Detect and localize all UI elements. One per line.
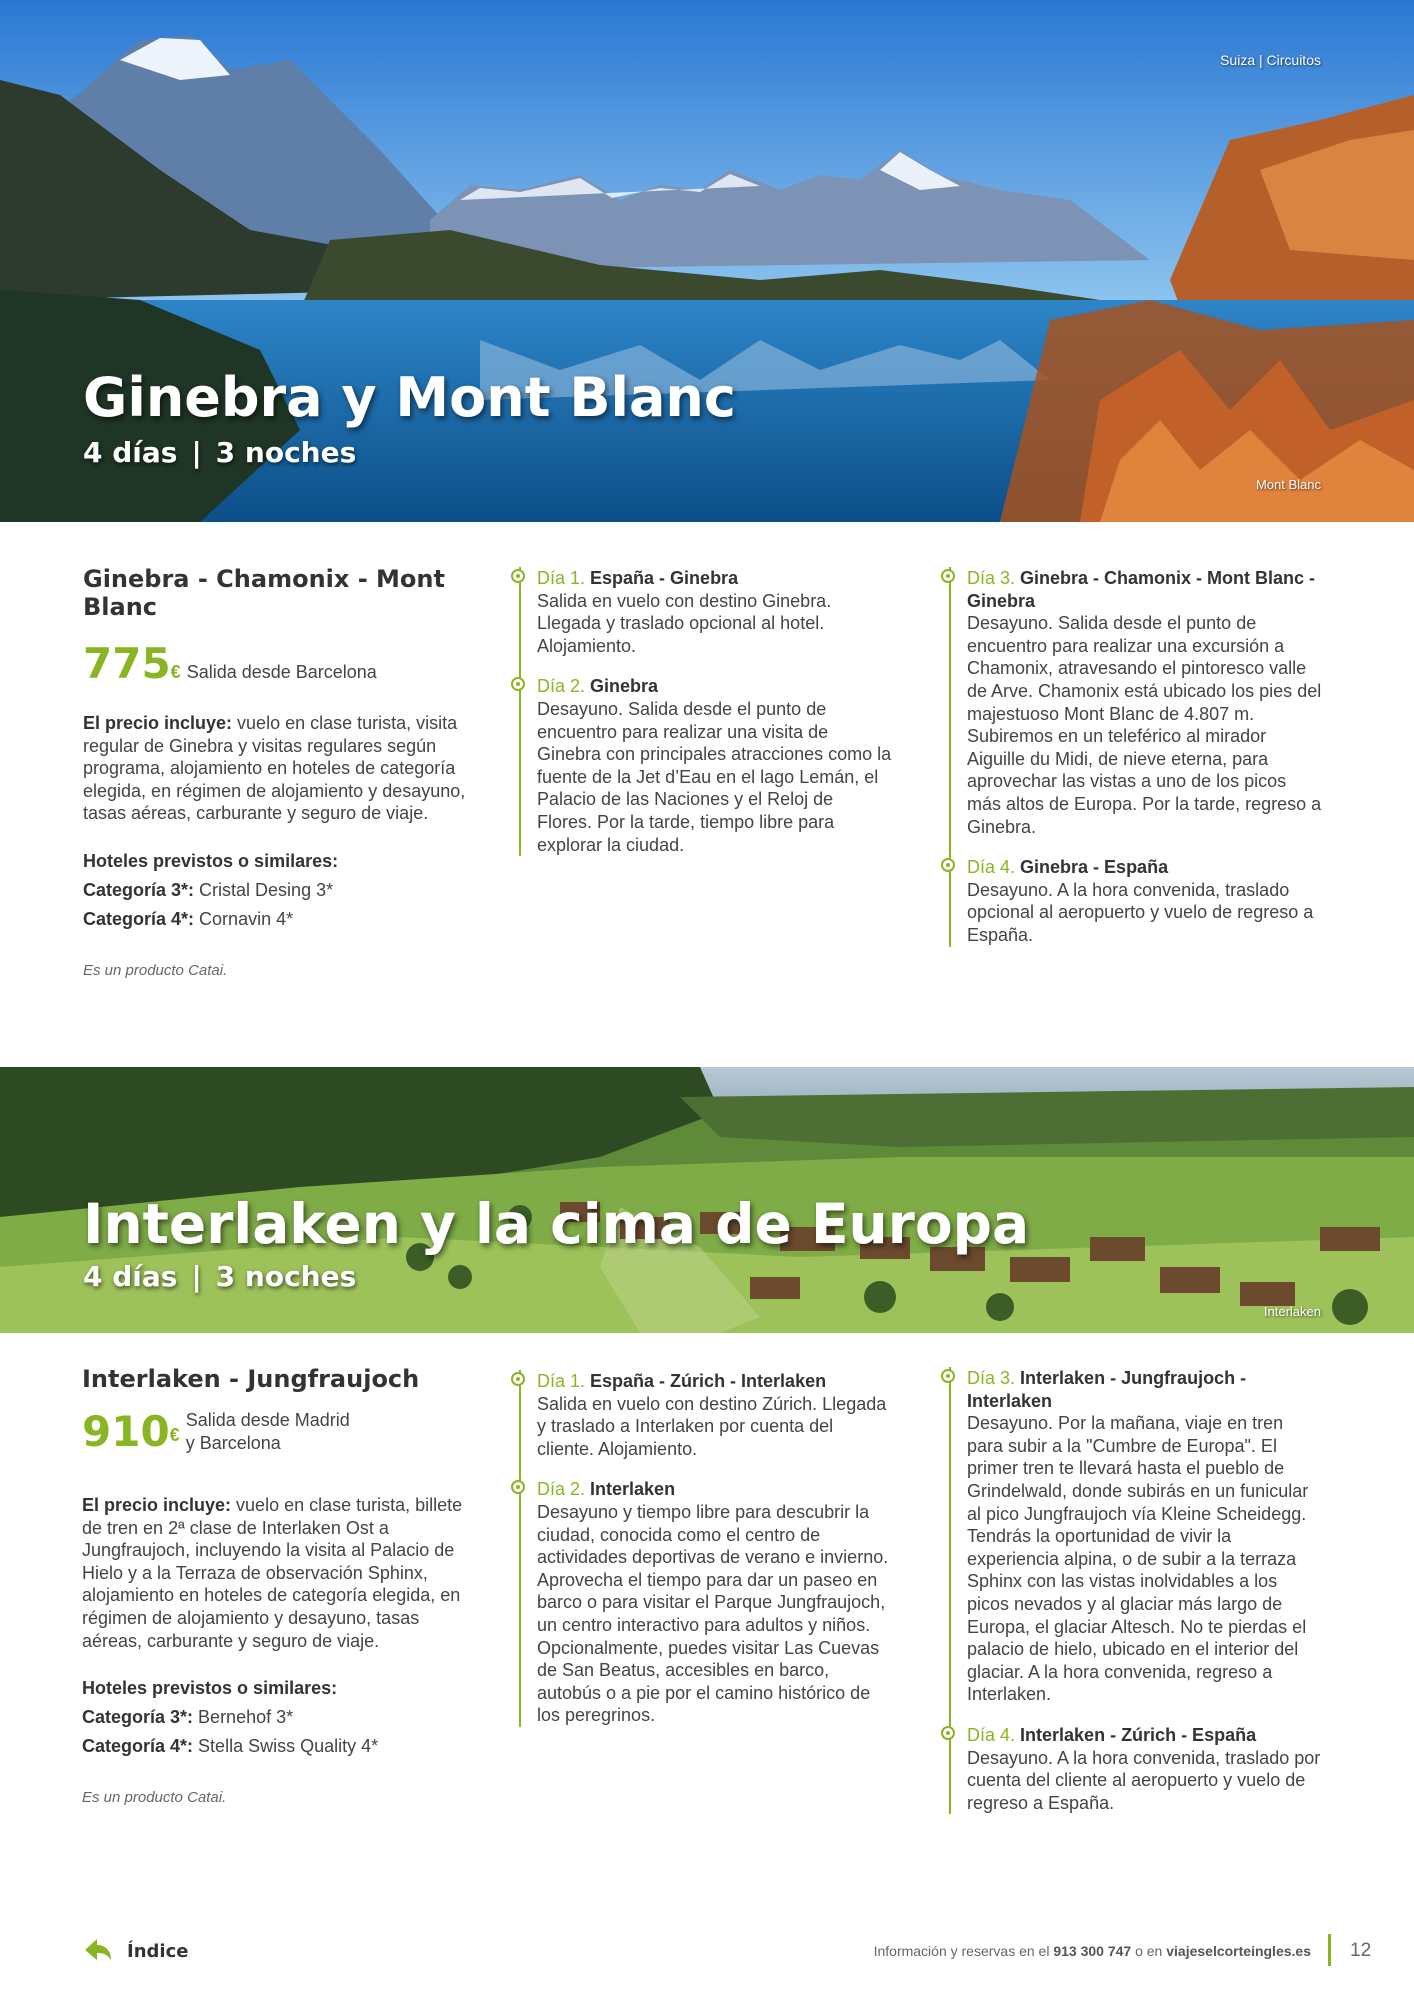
day-description: Salida en vuelo con destino Ginebra. Llegada y traslado opcional al hotel. Alojamiento. <box>537 590 832 656</box>
hotel-row <box>82 1703 477 1732</box>
timeline-bullet-icon <box>511 1372 525 1386</box>
includes-text: vuelo en clase turista, visita regular de Ginebra y visitas regulares según programa, alojamiento en hoteles de categoría elegida, en régimen de alojamiento y desayuno, tasas aéreas, carburante y seguro de viaje. <box>83 713 466 824</box>
day-title: Interlaken - Jungfraujoch - Interlaken <box>967 1368 1247 1411</box>
itinerary-day <box>951 1367 1323 1706</box>
hotel-category: Categoría 3*: <box>83 879 195 900</box>
price-value: 775 <box>83 639 171 688</box>
day-heading <box>967 1367 1323 1412</box>
includes-label: El precio incluye: <box>82 1495 232 1515</box>
day-title: Ginebra - España <box>1015 857 1169 878</box>
hotel-category: Categoría 4*: <box>83 908 195 929</box>
hotel-category: Categoría 3*: <box>82 1707 194 1728</box>
catai-note: Es un producto Catai. <box>83 961 228 979</box>
website-link[interactable]: viajeselcorteingles.es <box>1166 1943 1311 1959</box>
page-number: 12 <box>1350 1940 1372 1961</box>
day-heading <box>537 675 893 698</box>
price-currency: € <box>170 662 181 682</box>
itinerary-day <box>521 675 893 856</box>
price-includes <box>83 712 478 825</box>
timeline-bullet-icon <box>511 1480 525 1494</box>
day-heading <box>537 567 893 590</box>
hotel-row <box>83 905 478 934</box>
duration-interlaken <box>83 1260 356 1293</box>
hotel-name: Cornavin 4* <box>194 908 294 929</box>
day-number: Día 2. <box>537 676 586 697</box>
day-number: Día 4. <box>967 857 1016 878</box>
hotel-row <box>83 876 478 905</box>
price-value: 910 <box>82 1407 170 1456</box>
hotels-block <box>83 847 478 934</box>
timeline-bullet-icon <box>941 569 955 583</box>
photo-caption: Mont Blanc <box>1255 477 1321 492</box>
day-title: Interlaken <box>585 1479 676 1500</box>
index-link[interactable] <box>83 1936 188 1966</box>
price-block <box>82 1407 477 1456</box>
day-number: Día 1. <box>537 1371 586 1391</box>
footer-divider <box>1328 1934 1331 1966</box>
timeline-bullet-icon <box>941 1369 955 1383</box>
itinerary-col-1 <box>519 567 893 856</box>
day-number: Día 3. <box>967 1368 1016 1388</box>
includes-label: El precio incluye: <box>83 713 233 733</box>
day-description: Desayuno y tiempo libre para descubrir la ciudad, conocida como el centro de actividades deportivas de verano e invierno. Aprovecha el tiempo para dar un paseo en barco o para visitar el Parque Jungfraujoch, un centro interactivo para adultos y niños. Opcionalmente, puedes visitar Las Cuevas de San Beatus, accesibles en barco, autobús o a pie por el camino histórico de los peregrinos. <box>537 1501 889 1726</box>
itinerary-col-1 <box>519 1370 893 1727</box>
duration-days: 4 días <box>83 436 178 469</box>
includes-text: vuelo en clase turista, billete de tren en 2ª clase de Interlaken Ost a Jungfraujoch, incluyendo la visita al Palacio de Hielo y a la Terraza de observación Sphinx, alojamiento en hoteles de categoría elegida, en régimen de alojamiento y desayuno, tasas aéreas, carburante y seguro de viaje. <box>82 1495 463 1651</box>
day-number: Día 1. <box>537 568 586 588</box>
timeline-bullet-icon <box>941 1726 955 1740</box>
hotel-name: Bernehof 3* <box>193 1707 294 1728</box>
photo-caption: Interlaken <box>1263 1304 1321 1319</box>
duration-separator: | <box>191 436 202 469</box>
itinerary-day <box>951 856 1323 946</box>
itinerary-day <box>951 1724 1323 1814</box>
itinerary-day <box>951 567 1323 838</box>
page-title-interlaken: Interlaken y la cima de Europa <box>83 1192 1030 1256</box>
hero-image-interlaken <box>0 1067 1414 1333</box>
itinerary-col-2 <box>949 1367 1323 1814</box>
day-heading <box>967 856 1323 879</box>
price-block <box>83 639 478 688</box>
hotels-title: Hoteles previstos o similares: <box>82 1678 338 1699</box>
day-title: Ginebra - Chamonix - Mont Blanc - Ginebra <box>967 568 1316 611</box>
day-heading <box>967 1724 1323 1747</box>
hotel-name: Cristal Desing 3* <box>194 879 334 900</box>
day-description: Desayuno. A la hora convenida, traslado por cuenta del cliente al aeropuerto y vuelo de regreso a España. <box>967 1747 1321 1813</box>
day-title: España - Zúrich - Interlaken <box>585 1371 827 1391</box>
day-heading <box>967 567 1323 612</box>
day-title: Interlaken - Zúrich - España <box>1015 1724 1257 1745</box>
day-heading <box>537 1478 893 1501</box>
price-note-line: Salida desde Madrid <box>185 1409 350 1430</box>
hotel-row <box>82 1732 477 1761</box>
itinerary-col-2 <box>949 567 1323 947</box>
duration-nights: 3 noches <box>215 436 357 469</box>
phone-link[interactable]: 913 300 747 <box>1053 1943 1132 1959</box>
hero-tag: Suiza | Circuitos <box>1220 52 1321 68</box>
index-label: Índice <box>127 1940 189 1962</box>
price-note <box>186 1409 350 1455</box>
price-currency: € <box>169 1425 180 1445</box>
timeline-bullet-icon <box>511 569 525 583</box>
route-title: Interlaken - Jungfraujoch <box>82 1365 420 1393</box>
duration-separator: | <box>191 1260 202 1293</box>
hotel-name: Stella Swiss Quality 4* <box>193 1736 379 1757</box>
day-description: Salida en vuelo con destino Zúrich. Llegada y traslado a Interlaken por cuenta del cliente. Alojamiento. <box>537 1393 887 1459</box>
footer-info <box>874 1943 1311 1959</box>
day-number: Día 2. <box>537 1479 586 1500</box>
day-title: Ginebra <box>585 676 659 697</box>
day-title: España - Ginebra <box>585 568 739 588</box>
timeline-bullet-icon <box>941 858 955 872</box>
hero-image-mont-blanc <box>0 0 1414 522</box>
day-description: Desayuno. Salida desde el punto de encuentro para realizar una excursión a Chamonix, atravesando el pintoresco valle de Arve. Chamonix está ubicado los pies del majestuoso Mont Blanc de 4.807 m. Subiremos en un teleférico al mirador Aiguille du Midi, de nieve eterna, para aprovechar las vistas a uno de los picos más altos de Europa. Por la tarde, regreso a Ginebra. <box>967 613 1322 837</box>
day-number: Día 3. <box>967 568 1016 588</box>
hotels-block <box>82 1674 477 1761</box>
day-description: Desayuno. A la hora convenida, traslado opcional al aeropuerto y vuelo de regreso a España. <box>967 879 1314 945</box>
duration-mont-blanc <box>83 436 356 469</box>
day-heading <box>537 1370 893 1393</box>
price-note-line: y Barcelona <box>185 1432 281 1453</box>
catai-note: Es un producto Catai. <box>82 1789 227 1807</box>
day-number: Día 4. <box>967 1724 1016 1745</box>
hotel-category: Categoría 4*: <box>82 1736 194 1757</box>
timeline-bullet-icon <box>511 677 525 691</box>
hotels-title: Hoteles previstos o similares: <box>83 850 339 871</box>
price-note: Salida desde Barcelona <box>186 662 377 682</box>
route-title: Ginebra - Chamonix - Mont Blanc <box>83 565 445 621</box>
itinerary-day <box>521 567 893 657</box>
duration-nights: 3 noches <box>215 1260 357 1293</box>
info-text: o en <box>1131 1943 1167 1959</box>
page-footer <box>0 1930 1414 1980</box>
back-arrow-icon <box>83 1936 113 1966</box>
day-description: Desayuno. Salida desde el punto de encuentro para realizar una visita de Ginebra con principales atracciones como la fuente de la Jet d’Eau en el lago Lemán, el Palacio de las Naciones y el Reloj de Flores. Por la tarde, tiempo libre para explorar la ciudad. <box>537 698 892 855</box>
itinerary-day <box>521 1478 893 1727</box>
day-description: Desayuno. Por la mañana, viaje en tren para subir a la "Cumbre de Europa". El primer tren te llevará hasta el pueblo de Grindelwald, donde subirás en un funicular al pico Jungfraujoch vía Kleine Scheidegg. Tendrás la oportunidad de vivir la experiencia alpina, o de subir a la terraza Sphinx con las vistas inolvidables a los picos nevados y al glaciar más largo de Europa, el glaciar Altesch. No te pierdas el palacio de hielo, ubicado en el interior del glaciar. A la hora convenida, regreso a Interlaken. <box>967 1413 1309 1705</box>
duration-days: 4 días <box>83 1260 178 1293</box>
trip-summary <box>82 1365 477 1806</box>
itinerary-day <box>521 1370 893 1460</box>
price-includes <box>82 1494 477 1652</box>
page-title-mont-blanc: Ginebra y Mont Blanc <box>83 366 736 429</box>
info-text: Información y reservas en el <box>873 1943 1054 1959</box>
trip-summary <box>83 565 478 979</box>
